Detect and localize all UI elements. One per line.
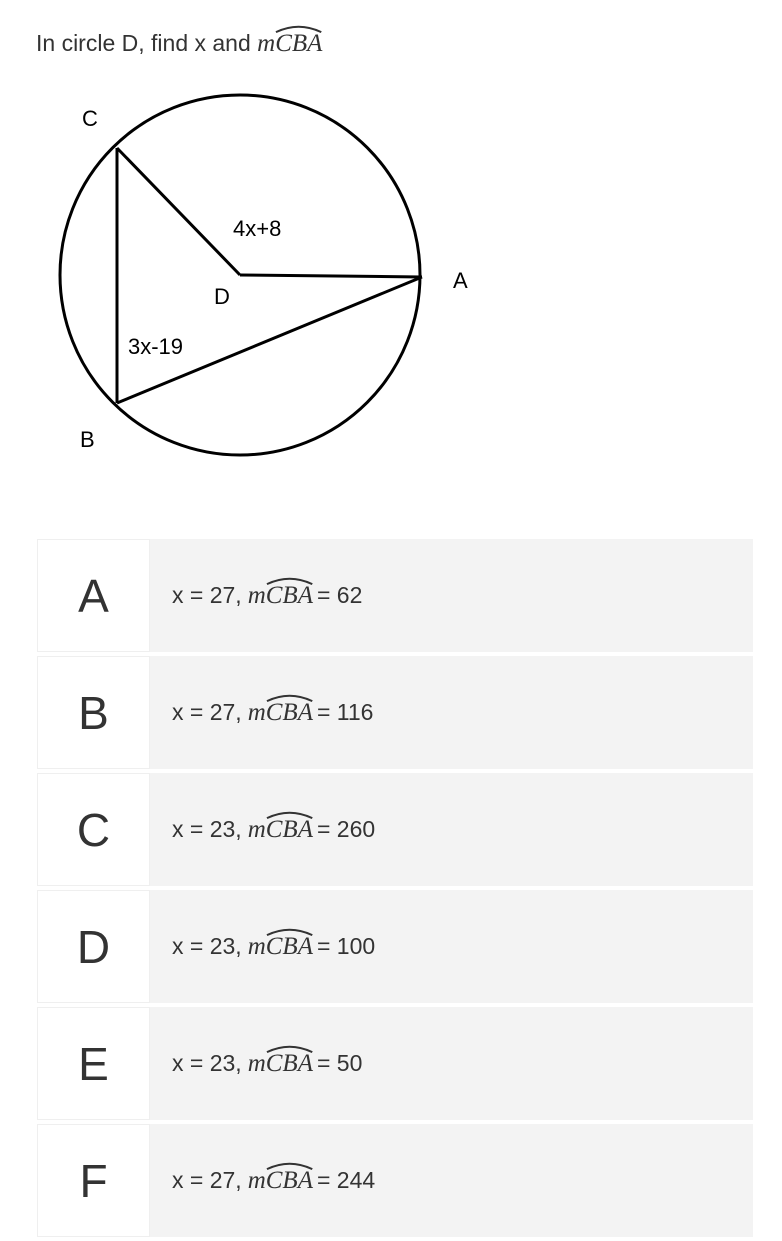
arc-measure-prefix: m <box>247 815 266 843</box>
label-b: B <box>80 427 95 452</box>
option-x-value: x = 27, <box>172 699 242 725</box>
arc-measure-prefix: m <box>247 1049 266 1077</box>
option-arc-expression <box>248 816 313 844</box>
option-arc-expression <box>248 699 313 727</box>
arc-overline <box>275 24 322 33</box>
arc-label-wrapper <box>266 582 313 610</box>
arc-label-wrapper <box>266 699 313 727</box>
label-angle-cda: 4x+8 <box>233 216 282 241</box>
option-arc-expression <box>248 582 313 610</box>
arc-label: CBA <box>265 1049 313 1077</box>
option-x-value: x = 27, <box>172 582 242 608</box>
arc-overline <box>266 810 313 819</box>
option-arc-expression <box>248 1050 313 1078</box>
option-x-value: x = 27, <box>172 1167 242 1193</box>
answer-options <box>37 539 753 1241</box>
option-letter: B <box>78 686 109 739</box>
option-letter: F <box>79 1154 108 1207</box>
arc-measure-prefix: m <box>257 30 276 57</box>
option-arc-expression <box>248 1167 313 1195</box>
option-c[interactable] <box>37 773 753 886</box>
arc-label: CBA <box>265 581 313 609</box>
option-arc-value: = 100 <box>316 933 376 959</box>
arc-overline <box>266 1044 313 1053</box>
arc-overline <box>266 1161 313 1170</box>
option-letter-box <box>37 773 150 886</box>
option-letter: D <box>76 920 111 973</box>
radius-dc <box>117 148 240 275</box>
arc-measure-prefix: m <box>247 581 266 609</box>
option-text <box>150 656 373 769</box>
option-letter-box <box>37 539 150 652</box>
question-prefix: In circle D, find x and <box>36 30 251 56</box>
arc-label-wrapper <box>266 1167 313 1195</box>
question-arc-expression <box>257 30 322 57</box>
arc-measure-prefix: m <box>247 1166 266 1194</box>
arc-measure-prefix: m <box>247 932 266 960</box>
option-e[interactable] <box>37 1007 753 1120</box>
arc-label-wrapper <box>266 1050 313 1078</box>
option-b[interactable] <box>37 656 753 769</box>
option-arc-value: = 116 <box>316 699 374 725</box>
arc-label: CBA <box>265 698 313 726</box>
option-arc-value: = 244 <box>316 1167 376 1193</box>
option-a[interactable] <box>37 539 753 652</box>
option-x-value: x = 23, <box>172 816 242 842</box>
option-letter: E <box>78 1037 109 1090</box>
option-x-value: x = 23, <box>172 933 242 959</box>
option-arc-value: = 62 <box>316 582 363 608</box>
arc-label-wrapper <box>266 933 313 961</box>
label-d: D <box>214 284 230 309</box>
option-letter-box <box>37 890 150 1003</box>
arc-label: CBA <box>265 932 313 960</box>
arc-label: CBA <box>265 815 313 843</box>
option-arc-value: = 260 <box>316 816 376 842</box>
circle-diagram <box>40 90 500 470</box>
label-a: A <box>453 268 468 293</box>
option-letter: A <box>78 569 109 622</box>
arc-label-wrapper <box>266 816 313 844</box>
option-text <box>150 890 375 1003</box>
arc-overline <box>266 693 313 702</box>
option-letter-box <box>37 656 150 769</box>
option-arc-expression <box>248 933 313 961</box>
arc-label-wrapper <box>275 30 322 58</box>
option-text <box>150 773 375 886</box>
arc-measure-prefix: m <box>247 698 266 726</box>
option-letter: C <box>76 803 111 856</box>
radius-da <box>240 275 422 277</box>
arc-overline <box>266 576 313 585</box>
label-angle-b: 3x-19 <box>128 334 184 359</box>
arc-label: CBA <box>265 1166 313 1194</box>
question-text <box>36 30 322 58</box>
option-text <box>150 1124 375 1237</box>
option-letter-box <box>37 1124 150 1237</box>
arc-label: CBA <box>275 30 323 57</box>
arc-overline <box>266 927 313 936</box>
option-f[interactable] <box>37 1124 753 1237</box>
option-text <box>150 539 362 652</box>
option-x-value: x = 23, <box>172 1050 242 1076</box>
option-text <box>150 1007 362 1120</box>
option-arc-value: = 50 <box>316 1050 363 1076</box>
option-d[interactable] <box>37 890 753 1003</box>
label-c: C <box>82 106 98 131</box>
option-letter-box <box>37 1007 150 1120</box>
